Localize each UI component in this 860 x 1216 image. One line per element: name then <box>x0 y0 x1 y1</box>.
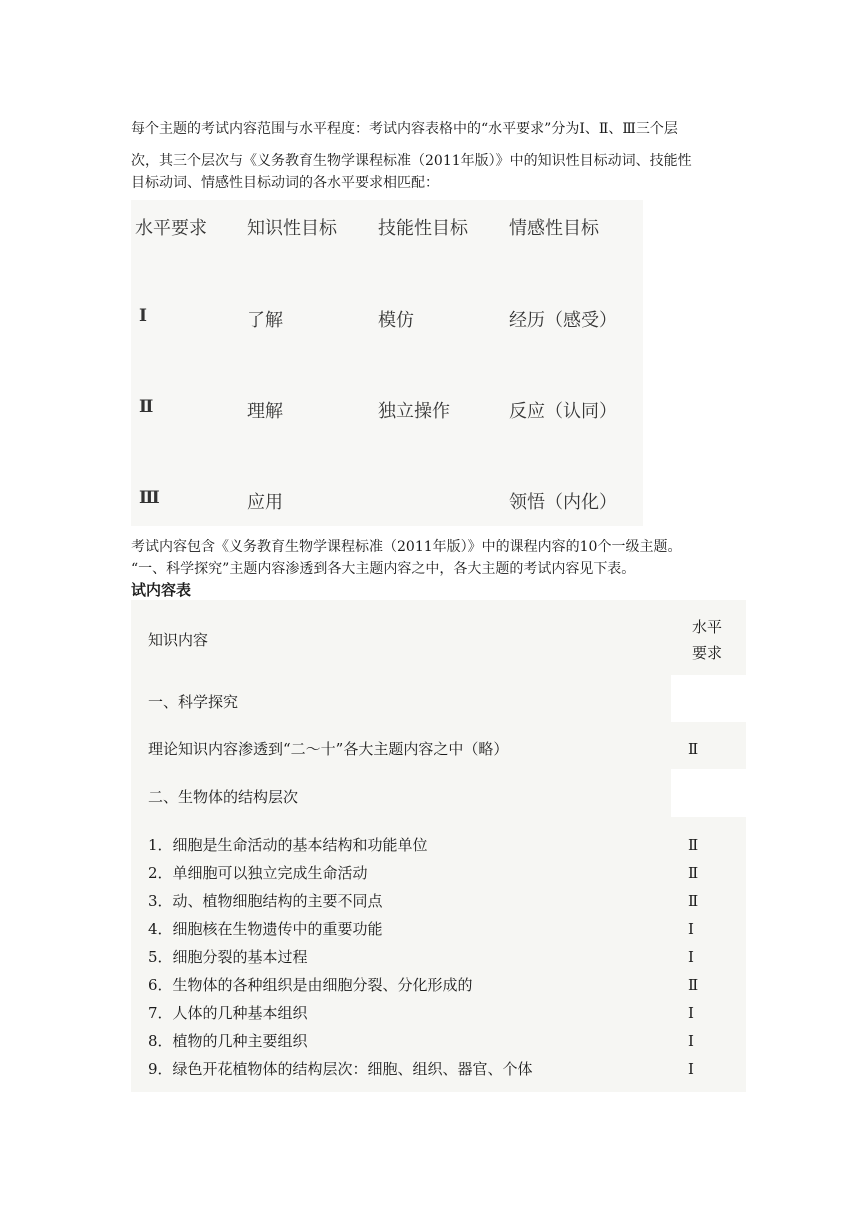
item-8-level: I <box>688 1032 694 1050</box>
item-2-text: 2．单细胞可以独立完成生命活动 <box>148 864 368 882</box>
header-row-bg <box>131 600 746 675</box>
levels-row-2-emotion: 反应（认同） <box>509 401 617 422</box>
section-1-item-level: Ⅱ <box>688 740 699 758</box>
item-4-level: I <box>688 920 694 938</box>
levels-row-2-skill: 独立操作 <box>378 401 450 422</box>
intro-line-3: 目标动词、情感性目标动词的各水平要求相匹配： <box>131 175 439 191</box>
levels-row-3-level: Ⅲ <box>139 488 160 508</box>
levels-header-skill: 技能性目标 <box>378 218 468 239</box>
intro-line-2: 次，其三个层次与《义务教育生物学课程标准（2011年版）》中的知识性目标动词、技能性 <box>131 153 692 169</box>
levels-header-emotion: 情感性目标 <box>509 218 599 239</box>
header-level: 水平要求 <box>691 618 722 662</box>
item-1-level: Ⅱ <box>688 836 699 854</box>
levels-header-knowledge: 知识性目标 <box>247 218 337 239</box>
levels-row-3-knowledge: 应用 <box>247 492 283 513</box>
item-4-text: 4．细胞核在生物遗传中的重要功能 <box>148 920 383 938</box>
item-5-text: 5．细胞分裂的基本过程 <box>148 948 308 966</box>
exam-content-line-2: “一、科学探究”主题内容渗透到各大主题内容之中，各大主题的考试内容见下表。 <box>131 561 636 577</box>
levels-row-1-emotion: 经历（感受） <box>509 310 617 331</box>
item-9-level: I <box>688 1060 694 1078</box>
item-6-text: 6．生物体的各种组织是由细胞分裂、分化形成的 <box>148 976 473 994</box>
levels-row-2-level: Ⅱ <box>139 397 154 417</box>
item-8-text: 8．植物的几种主要组织 <box>148 1032 308 1050</box>
levels-table <box>131 200 643 526</box>
section-2-title: 二、生物体的结构层次 <box>148 788 299 806</box>
item-7-level: I <box>688 1004 694 1022</box>
item-5-level: I <box>688 948 694 966</box>
levels-header-level: 水平要求 <box>135 218 207 239</box>
levels-row-1-knowledge: 了解 <box>247 310 283 331</box>
levels-row-1-skill: 模仿 <box>378 310 414 331</box>
item-3-level: Ⅱ <box>688 892 699 910</box>
intro-line-1: 每个主题的考试内容范围与水平程度：考试内容表格中的“水平要求”分为Ⅰ、Ⅱ、Ⅲ三个层 <box>131 121 678 137</box>
item-9-text: 9．绿色开花植物体的结构层次：细胞、组织、器官、个体 <box>148 1060 533 1078</box>
header-content: 知识内容 <box>148 631 209 649</box>
content-table <box>131 600 746 1092</box>
section-1-title: 一、科学探究 <box>148 693 239 711</box>
item-7-text: 7．人体的几种基本组织 <box>148 1004 308 1022</box>
item-1-text: 1．细胞是生命活动的基本结构和功能单位 <box>148 836 428 854</box>
levels-row-1-level: Ⅰ <box>139 306 147 326</box>
section-1-item: 理论知识内容渗透到“二～十”各大主题内容之中（略） <box>148 740 509 758</box>
item-3-text: 3．动、植物细胞结构的主要不同点 <box>148 892 383 910</box>
levels-row-2-knowledge: 理解 <box>247 401 283 422</box>
exam-content-line-1: 考试内容包含《义务教育生物学课程标准（2011年版）》中的课程内容的10个一级主题。 <box>131 539 682 555</box>
levels-row-3-emotion: 领悟（内化） <box>509 492 617 513</box>
item-2-level: Ⅱ <box>688 864 699 882</box>
table-heading: 试内容表 <box>131 581 192 599</box>
item-6-level: Ⅱ <box>688 976 699 994</box>
